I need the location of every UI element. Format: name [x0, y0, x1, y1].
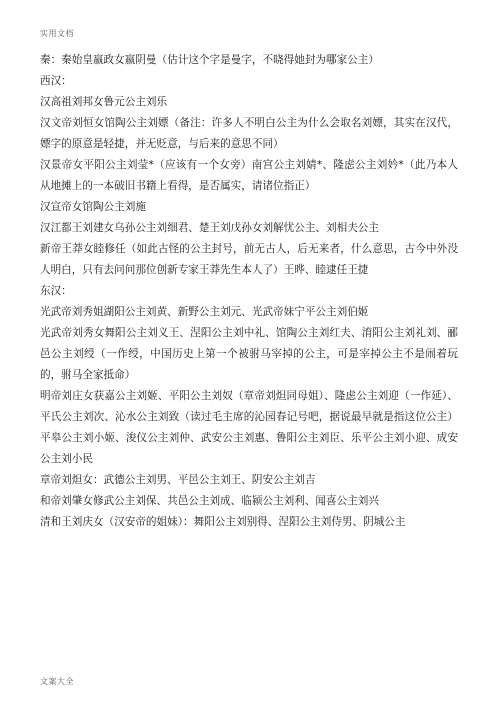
paragraph: 新帝王莽女睦修任（如此古怪的公主封号，前无古人，后无来者，什么意思，古今中外没人明白，只有去问问那位创新专家王莽先生本人了）王晔、睦逮任王捷: [40, 243, 458, 276]
paragraph: 明帝刘庄女获嘉公主刘姬、平阳公主刘奴（章帝刘炟同母姐）、隆虑公主刘迎（一作延）、平氏公主刘次、沁水公主刘致（读过毛主席的沁园春记号吧，据说最早就是指这位公主）平皋公主刘小姬、浚仪公主刘仲、武安公主刘惠、鲁阳公主刘臣、乐平公主刘小迎、成安公主刘小民: [40, 390, 458, 465]
paragraph: 西汉：: [40, 75, 72, 87]
paragraph: 清和王刘庆女（汉安帝的姐妹）：舞阳公主刘别得、涅阳公主刘侍男、阴城公主: [40, 516, 406, 528]
paragraph: 东汉：: [40, 285, 72, 297]
paragraph: 汉江都王刘建女乌孙公主刘细君、楚王刘戊孙女刘解忧公主、刘相夫公主: [40, 222, 379, 234]
paragraph: 光武帝刘秀姐湖阳公主刘黄、新野公主刘元、光武帝妹宁平公主刘伯姬: [40, 306, 369, 318]
page-header-label: 实用文档: [40, 29, 74, 38]
paragraph: 光武帝刘秀女舞阳公主刘义王、涅阳公主刘中礼、馆陶公主刘红夫、淯阳公主刘礼刘、郦邑公主刘绶（一作绶，中国历史上第一个被驸马宰掉的公主，可是宰掉公主不是闹着玩的，驸马全家抵命）: [40, 327, 458, 381]
document-body: [40, 50, 458, 533]
paragraph: 章帝刘炟女：武德公主刘男、平邑公主刘王、阴安公主刘吉: [40, 474, 316, 486]
paragraph: 汉景帝女平阳公主刘莹*（应该有一个女旁）南宫公主刘婧*、隆虑公主刘妗*（此乃本人从地摊上的一本破旧书籍上看得，是否属实，请诸位指正）: [40, 159, 458, 192]
paragraph: 和帝刘肇女修武公主刘保、共邑公主刘成、临颍公主刘利、闻喜公主刘兴: [40, 495, 379, 507]
paragraph: 汉文帝刘恒女馆陶公主刘嫖（备注：许多人不明白公主为什么会取名刘嫖，其实在汉代，嫖字的原意是轻捷，并无贬意，与后来的意思不同）: [40, 117, 458, 150]
paragraph: 汉高祖刘邦女鲁元公主刘乐: [40, 96, 168, 108]
paragraph: 汉宣帝女馆陶公主刘施: [40, 201, 146, 213]
paragraph: 秦：秦始皇嬴政女嬴阴曼（估计这个字是曼字，不晓得她封为哪家公主）: [40, 54, 379, 66]
page-footer-label: 文案大全: [40, 677, 74, 686]
